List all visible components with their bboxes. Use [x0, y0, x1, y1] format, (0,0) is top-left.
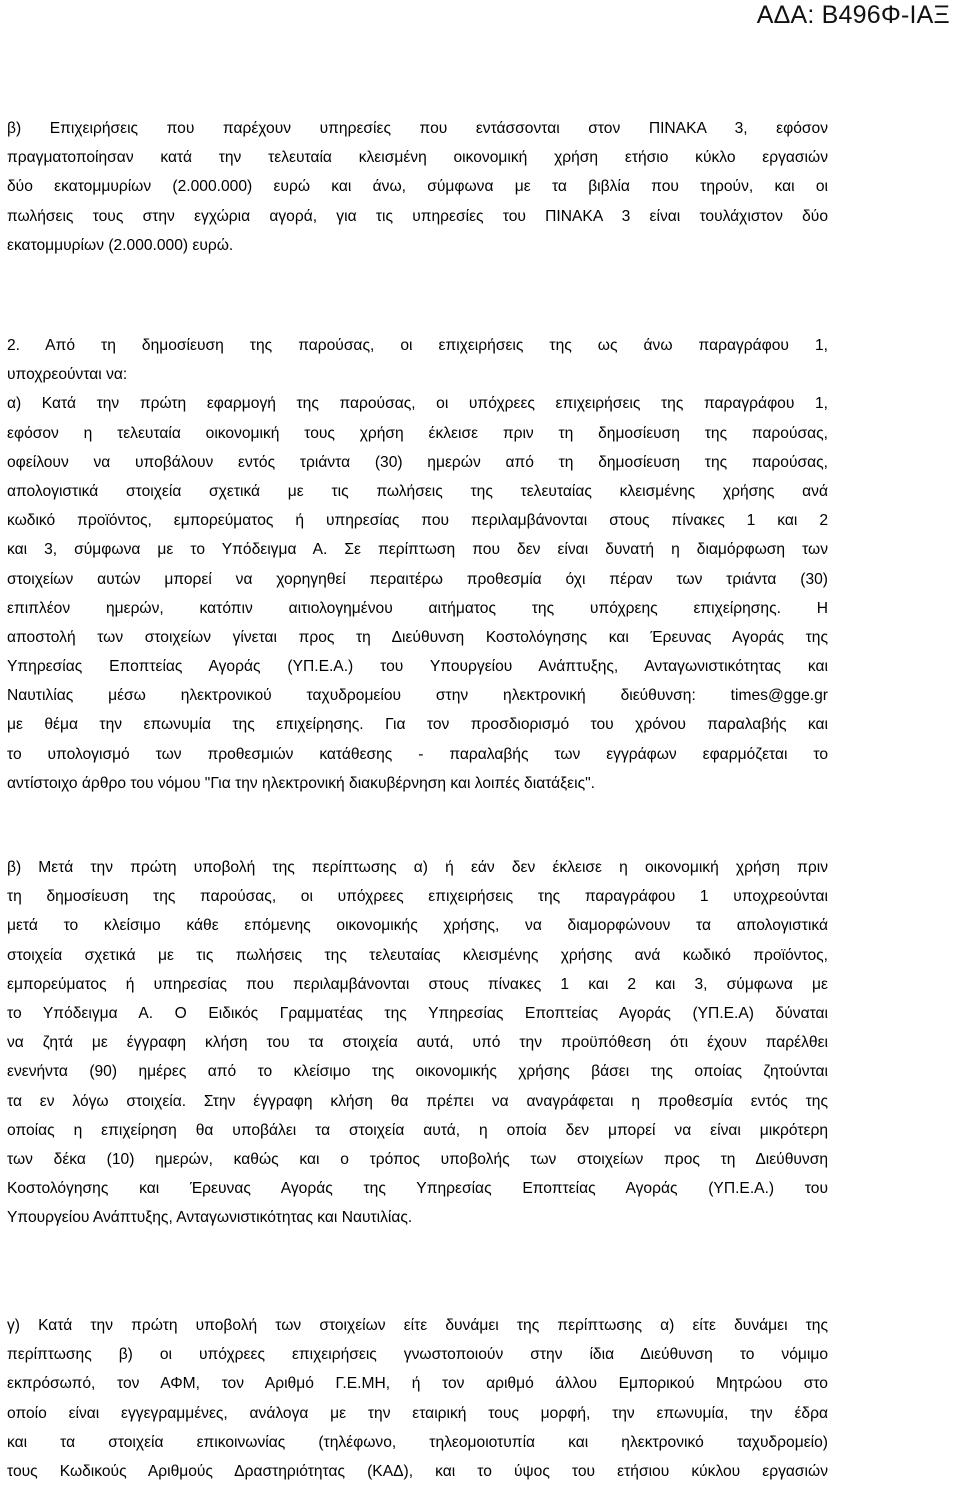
text-line: το Υπόδειγμα Α. Ο Ειδικός Γραμματέας της Υπηρεσίας Εποπτείας Αγοράς (ΥΠ.Ε.Α) δύναται: [7, 1004, 828, 1022]
text-line: πωλήσεις τους στην εγχώρια αγορά, για τις υπηρεσίες του ΠΙΝΑΚΑ 3 είναι τουλάχιστον δύο: [7, 207, 828, 225]
text-line: περίπτωσης β) οι υπόχρεες επιχειρήσεις γνωστοποιούν στην ίδια Διεύθυνση το νόμιμο: [7, 1346, 828, 1364]
text-line: πραγματοποίησαν κατά την τελευταία κλεισμένη οικονομική χρήση ετήσιο κύκλο εργασιών: [7, 149, 828, 167]
text-line: με θέμα την επωνυμία της επιχείρησης. Για τον προσδιορισμό του χρόνου παραλαβής και: [7, 716, 828, 734]
paragraph-b-subsequent-submissions: [7, 853, 828, 1232]
text-line: Υπηρεσίας Εποπτείας Αγοράς (ΥΠ.Ε.Α.) του Υπουργείου Ανάπτυξης, Ανταγωνιστικότητας και: [7, 658, 828, 676]
text-line: κωδικό προϊόντος, εμπορεύματος ή υπηρεσίας που περιλαμβάνονται στους πίνακες 1 και 2: [7, 512, 828, 530]
text-line: αποστολή των στοιχείων γίνεται προς τη Διεύθυνση Κοστολόγησης και Έρευνας Αγοράς της: [7, 628, 828, 646]
paragraph-2-obligations: [7, 331, 828, 798]
text-line: β) Επιχειρήσεις που παρέχουν υπηρεσίες που εντάσσονται στον ΠΙΝΑΚΑ 3, εφόσον: [7, 120, 828, 137]
paragraph-c-first-submission: [7, 1311, 828, 1486]
text-line: των δέκα (10) ημερών, καθώς και ο τρόπος υποβολής των στοιχείων προς τη Διεύθυνση: [7, 1150, 828, 1168]
text-line: τους Κωδικούς Αριθμούς Δραστηριότητας (ΚΑΔ), και το ύψος του ετήσιου κύκλου εργασιών: [7, 1462, 828, 1480]
text-line: Υπουργείου Ανάπτυξης, Ανταγωνιστικότητας και Ναυτιλίας.: [7, 1209, 413, 1227]
text-line: εκατομμυρίων (2.000.000) ευρώ.: [7, 236, 234, 254]
text-line: το υπολογισμό των προθεσμιών κατάθεσης - παραλαβής των εγγράφων εφαρμόζεται το: [7, 745, 828, 763]
text-line: στοιχεία σχετικά με τις πωλήσεις της τελευταίας κλεισμένης χρήσης ανά κωδικό προϊόντος,: [7, 946, 828, 964]
text-line: αντίστοιχο άρθρο του νόμου "Για την ηλεκτρονική διακυβέρνηση και λοιπές διατάξεις".: [7, 774, 595, 792]
text-line: α) Κατά την πρώτη εφαρμογή της παρούσας, οι υπόχρεες επιχειρήσεις της παραγράφου 1,: [7, 395, 828, 413]
text-line: απολογιστικά στοιχεία σχετικά με τις πωλήσεις της τελευταίας κλεισμένης χρήσης ανά: [7, 482, 828, 500]
text-line: γ) Κατά την πρώτη υποβολή των στοιχείων είτε δυνάμει της περίπτωσης α) είτε δυνάμει της: [7, 1317, 828, 1334]
text-line: εμπορεύματος ή υπηρεσίας που περιλαμβάνονται στους πίνακες 1 και 2 και 3, σύμφωνα με: [7, 975, 828, 993]
text-line: 2. Από τη δημοσίευση της παρούσας, οι επιχειρήσεις της ως άνω παραγράφου 1,: [7, 337, 828, 354]
text-line: τη δημοσίευση της παρούσας, οι υπόχρεες επιχειρήσεις της παραγράφου 1 υποχρεούνται: [7, 888, 828, 906]
text-line: οποίας η επιχείρηση θα υποβάλει τα στοιχεία αυτά, η οποία δεν μπορεί να είναι μικρότερη: [7, 1121, 828, 1139]
text-line: εκπρόσωπό, τον ΑΦΜ, τον Αριθμό Γ.Ε.ΜΗ, ή τον αριθμό άλλου Εμπορικού Μητρώου στο: [7, 1375, 828, 1393]
text-line: Κοστολόγησης και Έρευνας Αγοράς της Υπηρεσίας Εποπτείας Αγοράς (ΥΠ.Ε.Α.) του: [7, 1180, 828, 1198]
paragraph-b-table3: [7, 114, 828, 260]
text-line: και τα στοιχεία επικοινωνίας (τηλέφωνο, τηλεομοιοτυπία και ηλεκτρονικό ταχυδρομείο): [7, 1433, 828, 1451]
text-line: και 3, σύμφωνα με το Υπόδειγμα Α. Σε περίπτωση που δεν είναι δυνατή η διαμόρφωση των: [7, 541, 828, 559]
text-line: οποίο είναι εγγεγραμμένες, ανάλογα με την εταιρική τους μορφή, την επωνυμία, την έδρα: [7, 1404, 828, 1422]
ada-document-code: ΑΔΑ: Β496Φ-ΙΑΞ: [756, 1, 950, 29]
text-line: β) Μετά την πρώτη υποβολή της περίπτωσης α) ή εάν δεν έκλεισε η οικονομική χρήση πριν: [7, 859, 828, 876]
text-line: τα εν λόγω στοιχεία. Στην έγγραφη κλήση θα πρέπει να αναγράφεται η προθεσμία εντός της: [7, 1092, 828, 1110]
text-line: δύο εκατομμυρίων (2.000.000) ευρώ και άνω, σύμφωνα με τα βιβλία που τηρούν, και οι: [7, 178, 828, 196]
text-line: υποχρεούνται να:: [7, 366, 128, 384]
text-line: Ναυτιλίας μέσω ηλεκτρονικού ταχυδρομείου στην ηλεκτρονική διεύθυνση: times@gge.gr: [7, 687, 828, 705]
text-line: μετά το κλείσιμο κάθε επόμενης οικονομικής χρήσης, να διαμορφώνουν τα απολογιστικά: [7, 917, 828, 935]
text-line: εφόσον η τελευταία οικονομική τους χρήση έκλεισε πριν τη δημοσίευση της παρούσας,: [7, 424, 828, 442]
text-line: επιπλέον ημερών, κατόπιν αιτιολογημένου αιτήματος της υπόχρεης επιχείρησης. Η: [7, 599, 828, 617]
text-line: ενενήντα (90) ημέρες από το κλείσιμο της οικονομικής χρήσης βάσει της οποίας ζητούνται: [7, 1063, 828, 1081]
text-line: στοιχείων αυτών μπορεί να χορηγηθεί περαιτέρω προθεσμία όχι πέραν των τριάντα (30): [7, 570, 828, 588]
text-line: να ζητά με έγγραφη κλήση του τα στοιχεία αυτά, υπό την προϋπόθεση ότι έχουν παρέλθει: [7, 1034, 828, 1052]
text-line: οφείλουν να υποβάλουν εντός τριάντα (30) ημερών από τη δημοσίευση της παρούσας,: [7, 453, 828, 471]
